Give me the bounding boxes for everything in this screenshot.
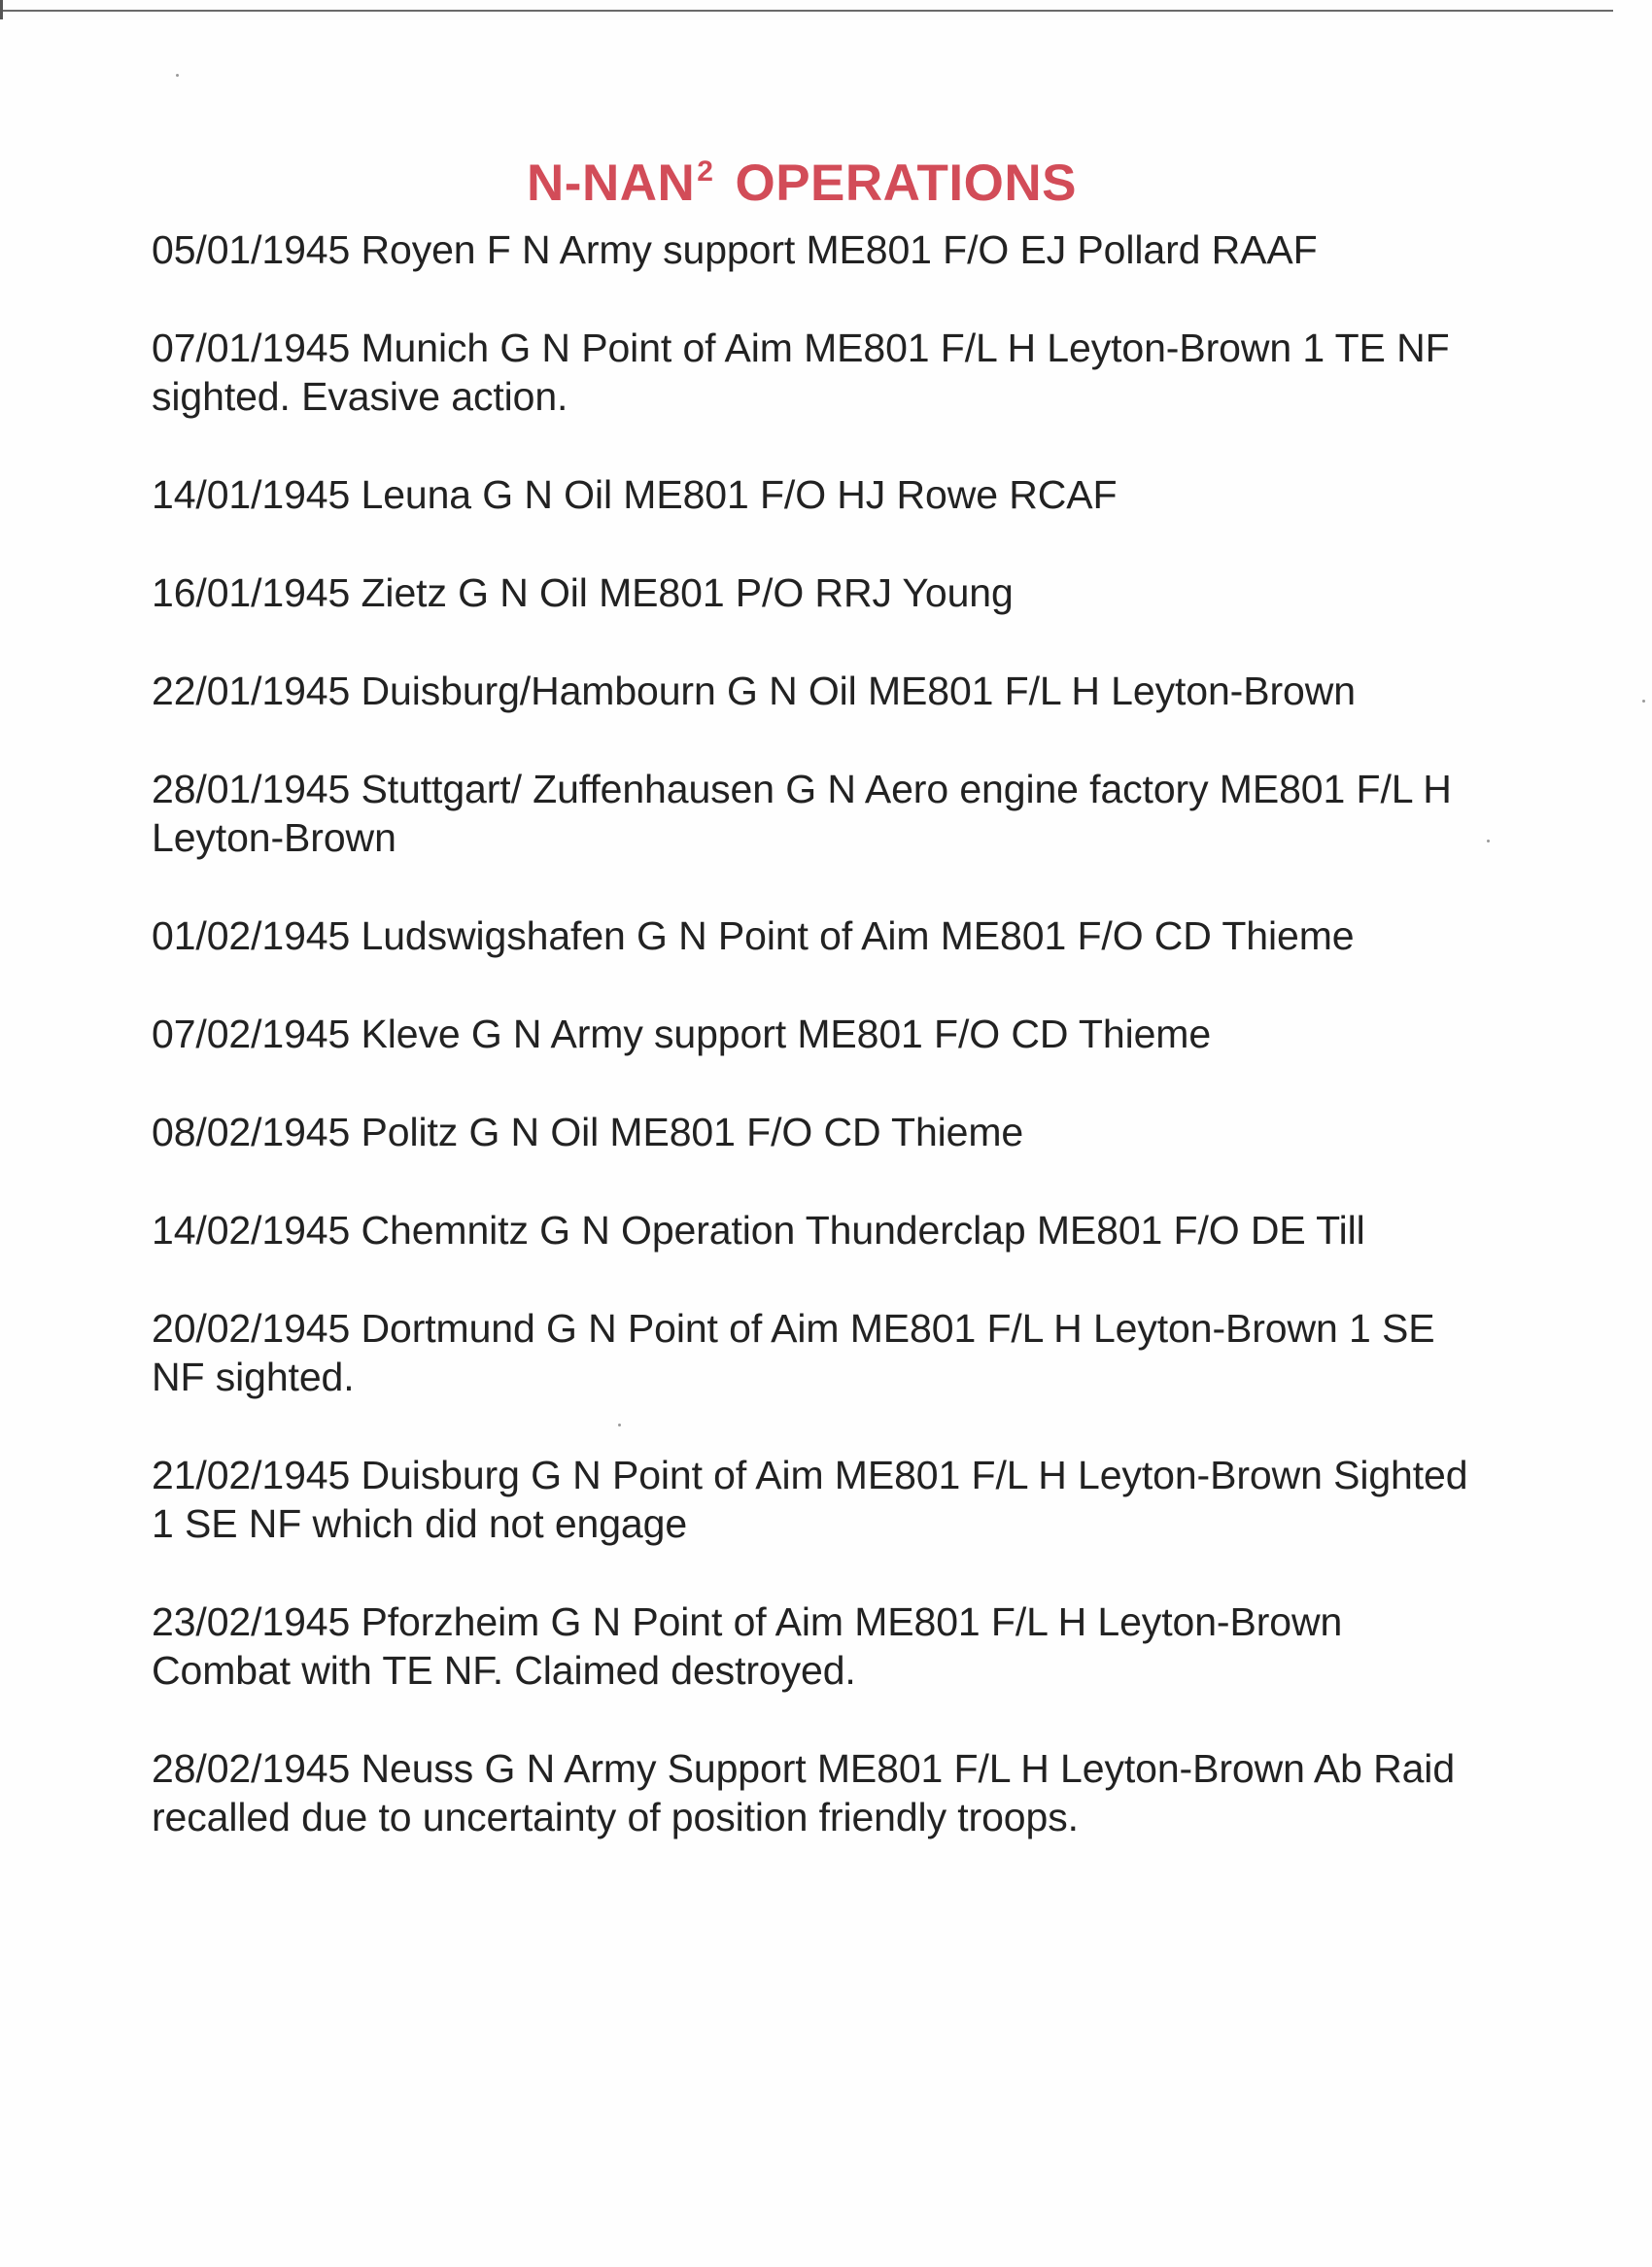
operation-entry: 16/01/1945 Zietz G N Oil ME801 P/O RRJ Young (152, 570, 1014, 615)
operation-entry: 07/02/1945 Kleve G N Army support ME801 F/O CD Thieme (152, 1012, 1212, 1056)
page-title-rest: OPERATIONS (735, 154, 1077, 212)
scan-border-line (0, 10, 1613, 12)
scan-edge-mark (0, 0, 3, 19)
operation-entry: 23/02/1945 Pforzheim G N Point of Aim ME801 F/L H Leyton-Brown Combat with TE NF. Claimed destroyed. (152, 1599, 1343, 1693)
operation-entry: 07/01/1945 Munich G N Point of Aim ME801 F/L H Leyton-Brown 1 TE NF sighted. Evasive action. (152, 326, 1450, 419)
scan-speck (1487, 840, 1490, 842)
operation-entry: 14/02/1945 Chemnitz G N Operation Thunderclap ME801 F/O DE Till (152, 1208, 1365, 1253)
operation-entry: 21/02/1945 Duisburg G N Point of Aim ME801 F/L H Leyton-Brown Sighted 1 SE NF which did not engage (152, 1453, 1468, 1546)
page-title (0, 154, 1603, 213)
scan-speck (1642, 700, 1645, 703)
operation-entry: 28/02/1945 Neuss G N Army Support ME801 F/L H Leyton-Brown Ab Raid recalled due to uncertainty of position friendly troops. (152, 1746, 1456, 1839)
operation-entry: 20/02/1945 Dortmund G N Point of Aim ME801 F/L H Leyton-Brown 1 SE NF sighted. (152, 1306, 1435, 1399)
operation-entry: 08/02/1945 Politz G N Oil ME801 F/O CD Thieme (152, 1110, 1024, 1154)
operation-entry: 01/02/1945 Ludswigshafen G N Point of Aim ME801 F/O CD Thieme (152, 913, 1355, 958)
page-title-main: N-NAN (527, 154, 696, 212)
operations-list (152, 225, 1473, 1891)
page-title-superscript: 2 (697, 155, 714, 188)
operation-entry: 28/01/1945 Stuttgart/ Zuffenhausen G N Aero engine factory ME801 F/L H Leyton-Brown (152, 767, 1452, 860)
operation-entry: 14/01/1945 Leuna G N Oil ME801 F/O HJ Rowe RCAF (152, 472, 1118, 517)
operation-entry: 05/01/1945 Royen F N Army support ME801 F/O EJ Pollard RAAF (152, 227, 1318, 272)
operation-entry: 22/01/1945 Duisburg/Hambourn G N Oil ME801 F/L H Leyton-Brown (152, 669, 1356, 713)
scan-speck (176, 74, 179, 77)
